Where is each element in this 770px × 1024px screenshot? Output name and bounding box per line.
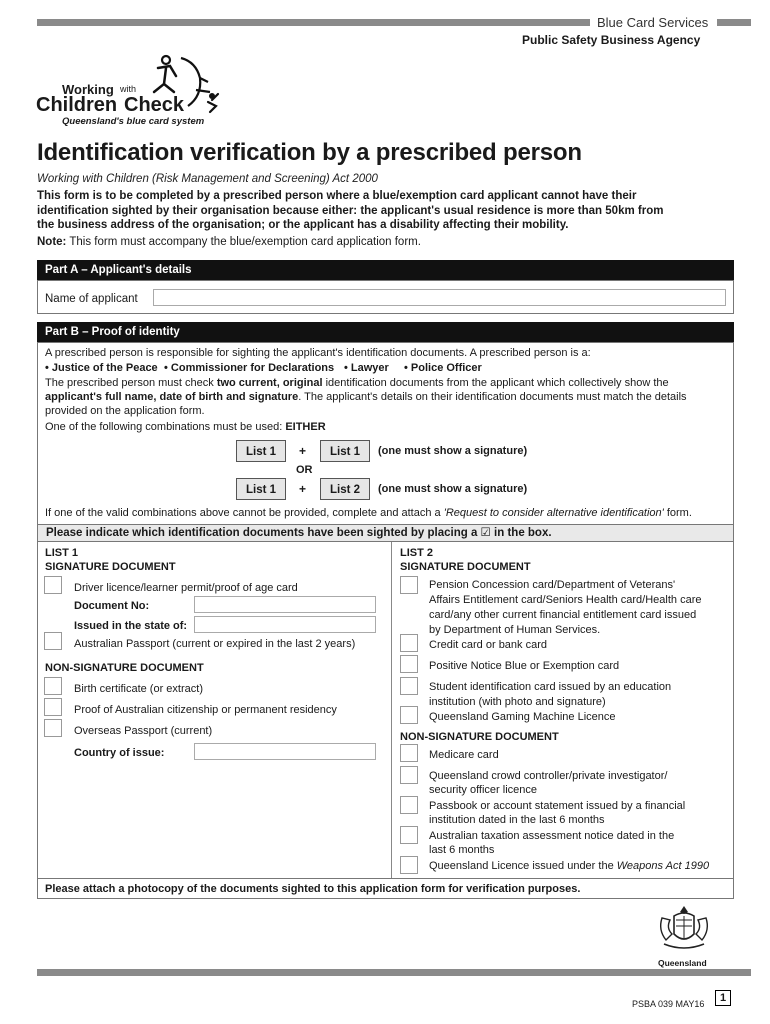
credit-card-checkbox[interactable] [400,634,418,652]
citizenship-checkbox[interactable] [44,698,62,716]
driver-licence-label: Driver licence/learner permit/proof of age card [74,582,298,594]
list2-nonsig-heading: NON-SIGNATURE DOCUMENT [400,731,559,743]
list2-title: LIST 2 [400,547,434,559]
student-line-2: institution (with photo and signature) [429,696,606,708]
part-b-p1: A prescribed person is responsible for sighting the applicant's identification documents. A prescribed person is a: [45,347,591,359]
doc-no-input[interactable] [194,596,376,613]
passbook-checkbox[interactable] [400,796,418,814]
person-cd: • Commissioner for Declarations [164,362,335,374]
form-code: PSBA 039 MAY16 [632,999,705,1009]
pension-line-2: Affairs Entitlement card/Seniors Health card/Health care [429,594,702,606]
list1-sig-heading: SIGNATURE DOCUMENT [45,561,176,573]
part-b-p4: provided on the application form. [45,405,205,417]
p2-c: identification documents from the applicant which collectively show the [322,377,669,389]
note-label: Note: [37,236,67,248]
part-b-p3 [45,390,687,404]
list-divider [391,542,392,878]
birth-cert-checkbox[interactable] [44,677,62,695]
weapons-licence-checkbox[interactable] [400,856,418,874]
photocopy-note: Please attach a photocopy of the documents sighted to this application form for verification purposes. [45,883,581,895]
alt-b: 'Request to consider alternative identification' [443,507,664,519]
gaming-licence-checkbox[interactable] [400,706,418,724]
crowd-line-1: Queensland crowd controller/private investigator/ [429,770,668,782]
part-a-heading: Part A – Applicant's details [37,260,734,280]
alt-id-text [45,506,692,520]
student-line-1: Student identification card issued by an education [429,681,672,693]
footer-divider [37,878,734,879]
pension-line-3: card/any other current financial entitlement card issued [429,609,697,621]
header-bar-right [717,19,751,26]
overseas-passport-checkbox[interactable] [44,719,62,737]
combo1-plus: + [299,444,307,458]
name-label: Name of applicant [45,293,138,305]
agency-line2: Public Safety Business Agency [522,33,701,47]
credit-card-label: Credit card or bank card [429,639,547,651]
passbook-line-2: institution dated in the last 6 months [429,814,605,826]
passport-checkbox[interactable] [44,632,62,650]
qld-line1: Queensland [658,958,707,968]
student-card-checkbox[interactable] [400,677,418,695]
alt-c: form. [663,507,692,519]
page-number: 1 [715,990,731,1006]
person-police: • Police Officer [404,362,482,374]
part-b-heading: Part B – Proof of identity [37,322,734,342]
page-title: Identification verification by a prescribed person [37,139,582,166]
qld-government-logo [652,904,716,976]
birth-cert-label: Birth certificate (or extract) [74,683,203,695]
doc-no-label: Document No: [74,600,150,612]
p5-a: One of the following combinations must be used: [45,421,286,433]
p3-a: applicant's full name, date of birth and signature [45,391,299,403]
passbook-line-1: Passbook or account statement issued by a financial [429,800,686,812]
tax-line-2: last 6 months [429,844,495,856]
combo2-signature: (one must show a signature) [378,483,528,495]
citizenship-label: Proof of Australian citizenship or permanent residency [74,704,337,716]
qld-crest-icon [656,904,712,956]
issued-state-label: Issued in the state of: [74,620,188,632]
tax-line-1: Australian taxation assessment notice dated in the [429,830,675,842]
part-b-p5 [45,420,326,434]
pension-line-1: Pension Concession card/Department of Veterans' [429,579,676,591]
weapons-licence-label [429,859,709,873]
list1-nonsig-heading: NON-SIGNATURE DOCUMENT [45,662,204,674]
pension-line-4: by Department of Human Services. [429,624,601,636]
logo-check: Check [124,94,185,116]
part-b-p2 [45,376,669,390]
intro-text [37,189,737,233]
act-reference: Working with Children (Risk Management and Screening) Act 2000 [37,173,378,185]
logo-tagline: Queensland's blue card system [62,116,205,127]
note-body: This form must accompany the blue/exemption card application form. [66,236,421,248]
indicate-row: Please indicate which identification documents have been sighted by placing a ☑ in the box. [37,524,734,542]
crowd-line-2: security officer licence [429,784,538,796]
tax-notice-checkbox[interactable] [400,826,418,844]
wwcc-logo [36,52,236,130]
header-bar-left [37,19,590,26]
positive-notice-label: Positive Notice Blue or Exemption card [429,660,620,672]
combo2-plus: + [299,482,307,496]
intro-line-3: the business address of the organisation; or the applicant has a disability affecting their mobility. [37,219,569,231]
passport-label: Australian Passport (current or expired in the last 2 years) [74,638,356,650]
combo-or: OR [296,464,313,476]
driver-licence-checkbox[interactable] [44,576,62,594]
gaming-licence-label: Queensland Gaming Machine Licence [429,711,616,723]
agency-line1: Blue Card Services [597,15,709,30]
country-input[interactable] [194,743,376,760]
combo2-list1: List 1 [236,478,286,500]
combo2-list2: List 2 [320,478,370,500]
note-text [37,236,421,248]
combo1-signature: (one must show a signature) [378,445,528,457]
country-label: Country of issue: [74,747,165,759]
list2-sig-heading: SIGNATURE DOCUMENT [400,561,531,573]
medicare-label: Medicare card [429,749,499,761]
weapons-a: Queensland Licence issued under the [429,860,617,872]
combo1-list1b: List 1 [320,440,370,462]
person-lawyer: • Lawyer [344,362,389,374]
person-jp: • Justice of the Peace [45,362,158,374]
footer-bar [37,969,751,976]
issued-state-input[interactable] [194,616,376,633]
combo1-list1: List 1 [236,440,286,462]
logo-working: Working [62,82,114,97]
p2-a: The prescribed person must check [45,377,217,389]
intro-line-2: identification sighted by their organisation because either: the applicant's usual residence is more than 50km from [37,204,664,217]
p2-b: two current, original [216,377,323,389]
alt-a: If one of the valid combinations above cannot be provided, complete and attach a [45,507,444,519]
positive-notice-checkbox[interactable] [400,655,418,673]
p5-b: EITHER [285,421,326,433]
logo-children: Children [36,94,118,116]
pension-card-checkbox[interactable] [400,576,418,594]
applicant-name-input[interactable] [153,289,726,306]
medicare-checkbox[interactable] [400,744,418,762]
crowd-controller-checkbox[interactable] [400,766,418,784]
list1-title: LIST 1 [45,547,79,559]
logo-with: with [120,84,137,94]
intro-line-1: This form is to be completed by a prescribed person where a blue/exemption card applicant cannot have their [37,190,637,202]
p3-b: . The applicant's details on their identification documents must match the details [298,391,687,403]
weapons-b: Weapons Act 1990 [616,860,710,872]
overseas-passport-label: Overseas Passport (current) [74,725,213,737]
